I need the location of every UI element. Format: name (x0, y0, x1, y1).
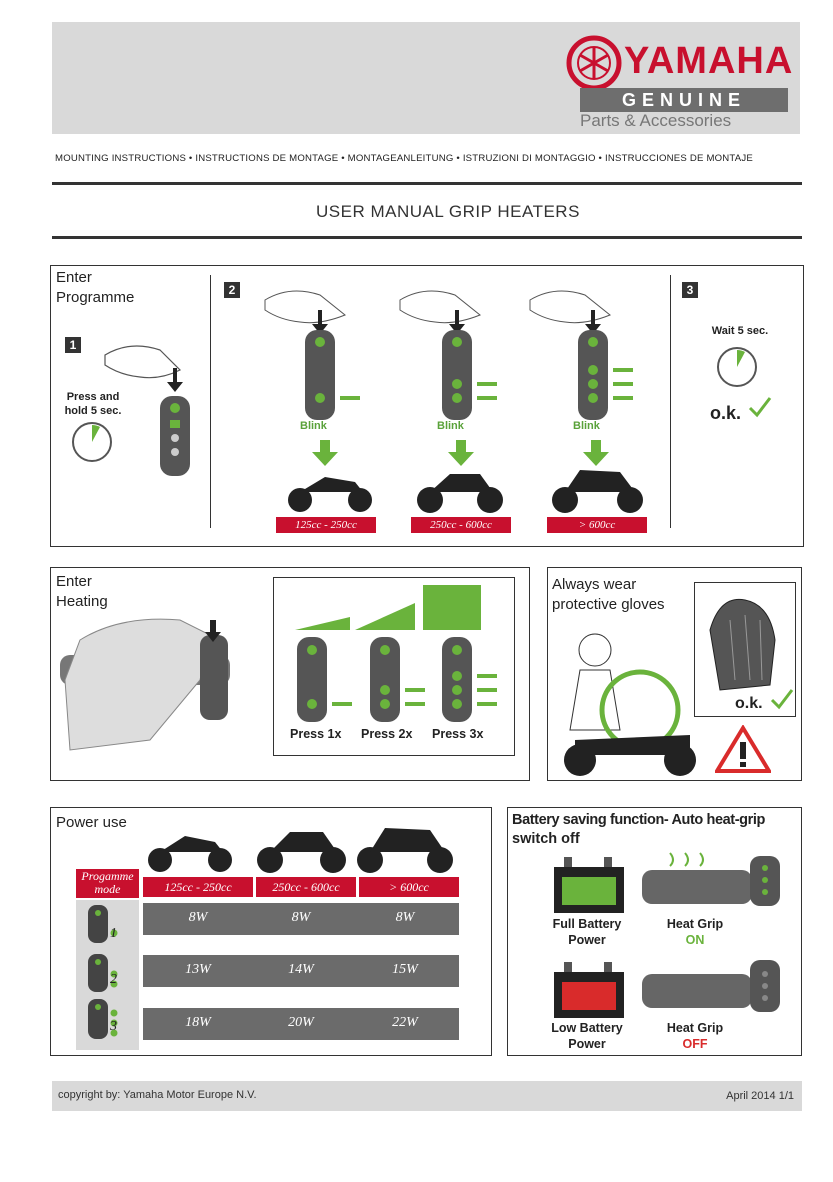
power-cell: 8W (188, 910, 208, 925)
step-2-badge: 2 (224, 282, 240, 298)
heat-grip-on-icon (640, 848, 785, 908)
gloves-ok-label: o.k. (735, 695, 763, 712)
heating-label-1: Enter (56, 573, 92, 590)
blink-label-3: Blink (573, 420, 600, 432)
power-cell: 20W (288, 1015, 314, 1030)
power-cell: 14W (288, 962, 314, 977)
heat-grip-off-label: Heat Grip (666, 1021, 724, 1035)
remote-switch-1-icon (300, 310, 370, 420)
checkmark-icon (770, 688, 794, 710)
power-cell: 8W (395, 910, 415, 925)
heating-label-2: Heating (56, 593, 108, 610)
power-col-3: > 600cc (359, 877, 459, 897)
mode-header (76, 869, 139, 898)
genuine-badge: GENUINE (580, 88, 788, 112)
step-3-badge: 3 (682, 282, 698, 298)
footer (52, 1081, 802, 1111)
mode-2-number: 2 (110, 972, 117, 987)
range-label-3: > 600cc (547, 517, 647, 533)
low-battery-2: Power (568, 1037, 606, 1051)
power-col-2: 250cc - 600cc (256, 877, 356, 897)
blink-label-1: Blink (300, 420, 327, 432)
battery-full-icon (552, 855, 627, 915)
divider (210, 275, 211, 528)
switch-level-1-icon (292, 632, 357, 727)
power-col-1: 125cc - 250cc (143, 877, 253, 897)
battery-title-2: switch off (512, 831, 580, 847)
range-label-1: 125cc - 250cc (276, 517, 376, 533)
remote-switch-2-icon (437, 310, 507, 420)
page-title: USER MANUAL GRIP HEATERS (316, 202, 580, 221)
date-text: April 2014 1/1 (726, 1090, 794, 1102)
motorcycle-medium-icon (415, 462, 505, 514)
scooter-icon (285, 462, 375, 514)
mode-1-number: 1 (110, 926, 117, 941)
power-cell: 13W (185, 962, 211, 977)
divider (670, 275, 671, 528)
copyright-text: copyright by: Yamaha Motor Europe N.V. (58, 1089, 257, 1101)
blink-label-2: Blink (437, 420, 464, 432)
motorcycle-medium-icon (255, 818, 350, 873)
title-rule (52, 236, 802, 239)
timer-icon (70, 420, 115, 465)
wait-label: Wait 5 sec. (711, 325, 769, 337)
press-hold-2: hold 5 sec. (64, 405, 122, 417)
press-hold-1: Press and (66, 391, 120, 403)
battery-low-icon (552, 960, 627, 1020)
programme-label-2: Programme (56, 289, 135, 306)
low-battery-1: Low Battery (551, 1021, 623, 1035)
power-label: Power use (56, 814, 127, 831)
rider-icon (550, 630, 700, 778)
battery-title-1: Battery saving function- Auto heat-grip (512, 812, 765, 828)
power-cell: 8W (291, 910, 311, 925)
power-row-2 (143, 955, 459, 987)
off-status: OFF (682, 1037, 708, 1051)
ok-label: o.k. (710, 403, 742, 423)
gloves-label-1: Always wear (552, 576, 637, 593)
remote-switch-3-icon (573, 310, 643, 420)
mode-3-number: 3 (110, 1019, 117, 1034)
heat-grip-off-icon (640, 958, 785, 1018)
motorcycle-large-icon (550, 462, 645, 514)
press-2x: Press 2x (361, 727, 413, 741)
gloves-label-2: protective gloves (552, 596, 665, 613)
mounting-instructions: MOUNTING INSTRUCTIONS • INSTRUCTIONS DE MONTAGE • MONTAGEANLEITUNG • ISTRUZIONI DI MONTAGGIO • INSTRUCCIONES DE MONTAJE (55, 153, 753, 164)
brand-logo: YAMAHA (624, 40, 794, 82)
mode-header-line1: Progamme (81, 869, 134, 883)
glove-on-grip-icon (60, 600, 260, 775)
timer-icon (715, 345, 760, 390)
power-cell: 15W (392, 962, 418, 977)
motorcycle-large-icon (355, 818, 455, 873)
full-battery-2: Power (568, 933, 606, 947)
heat-level-bars-icon (295, 585, 495, 630)
range-label-2: 250cc - 600cc (411, 517, 511, 533)
switch-level-3-icon (437, 632, 502, 727)
press-1x: Press 1x (290, 727, 342, 741)
remote-switch-icon (155, 368, 195, 478)
switch-level-2-icon (365, 632, 430, 727)
gloves-icon (700, 590, 788, 695)
step-1-badge: 1 (65, 337, 81, 353)
heat-grip-on-label: Heat Grip (666, 917, 724, 931)
checkmark-icon (748, 396, 772, 418)
programme-label-1: Enter (56, 269, 92, 286)
mode-header-line2: mode (94, 882, 121, 896)
top-rule (52, 182, 802, 185)
power-cell: 22W (392, 1015, 418, 1030)
warning-icon (715, 725, 771, 773)
power-cell: 18W (185, 1015, 211, 1030)
on-status: ON (685, 933, 705, 947)
full-battery-1: Full Battery (552, 917, 622, 931)
power-row-3 (143, 1008, 459, 1040)
yamaha-emblem-icon (566, 35, 622, 91)
scooter-icon (145, 818, 235, 873)
press-3x: Press 3x (432, 727, 484, 741)
power-row-1 (143, 903, 459, 935)
parts-accessories: Parts & Accessories (580, 111, 732, 130)
